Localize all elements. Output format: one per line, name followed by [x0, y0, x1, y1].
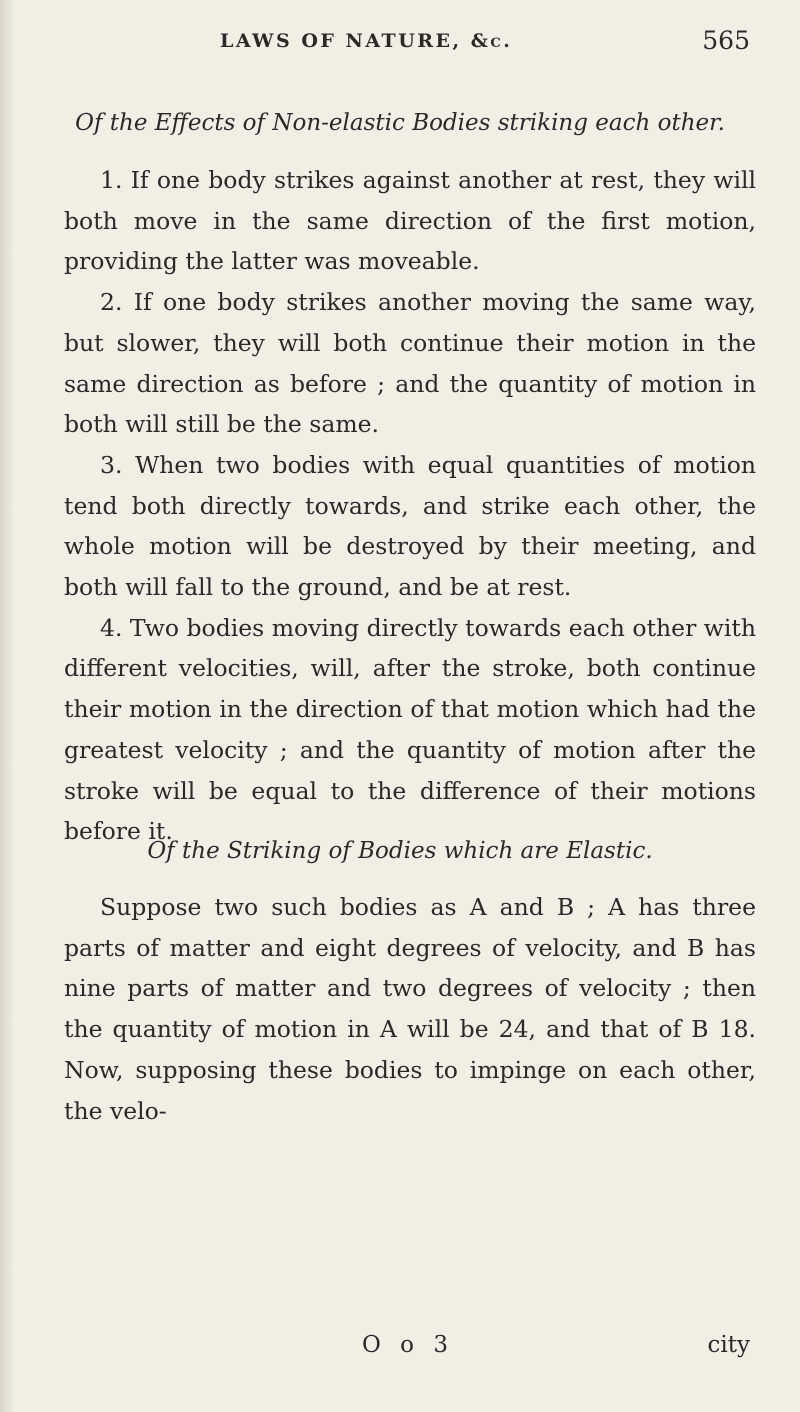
section-body-elastic — [64, 887, 756, 1131]
catchword: city — [707, 1332, 750, 1358]
signature-mark: O o 3 — [362, 1332, 454, 1358]
paragraph-2: 2. If one body strikes another moving the same way, but slower, they will both continue their motion in the same direction as before ; and the quantity of motion in both will still be the same. — [64, 288, 756, 439]
paragraph-5: Suppose two such bodies as A and B ; A has three parts of matter and eight degrees of velocity, and B has nine parts of matter and two degrees of velocity ; then the quantity of motion in A will be 24, and that of B 18. Now, supposing these bodies to impinge on each other, the velo- — [64, 893, 756, 1125]
page-gutter — [0, 0, 14, 1412]
paragraph-3: 3. When two bodies with equal quantities of motion tend both directly towards, and strike each other, the whole motion will be destroyed by their meeting, and both will fall to the ground, and be at rest. — [64, 450, 756, 602]
page-header — [60, 24, 760, 64]
section-title-non-elastic: Of the Effects of Non-elastic Bodies striking each other. — [75, 110, 725, 136]
section-title-elastic: Of the Striking of Bodies which are Elastic. — [147, 838, 653, 864]
paragraph-4: 4. Two bodies moving directly towards each other with different velocities, will, after the stroke, both continue their motion in the direction of that motion which had the greatest velocity ; and the quantity of motion after the stroke will be equal to the difference of their motions before it. — [64, 613, 756, 846]
page-number: 565 — [702, 26, 750, 55]
section-body-non-elastic — [64, 160, 756, 852]
page-footer — [64, 1332, 756, 1372]
paragraph-1: 1. If one body strikes against another at rest, they will both move in the same direction of the first motion, providing the latter was moveable. — [64, 166, 756, 276]
running-head: LAWS OF NATURE, &c. — [220, 30, 513, 52]
